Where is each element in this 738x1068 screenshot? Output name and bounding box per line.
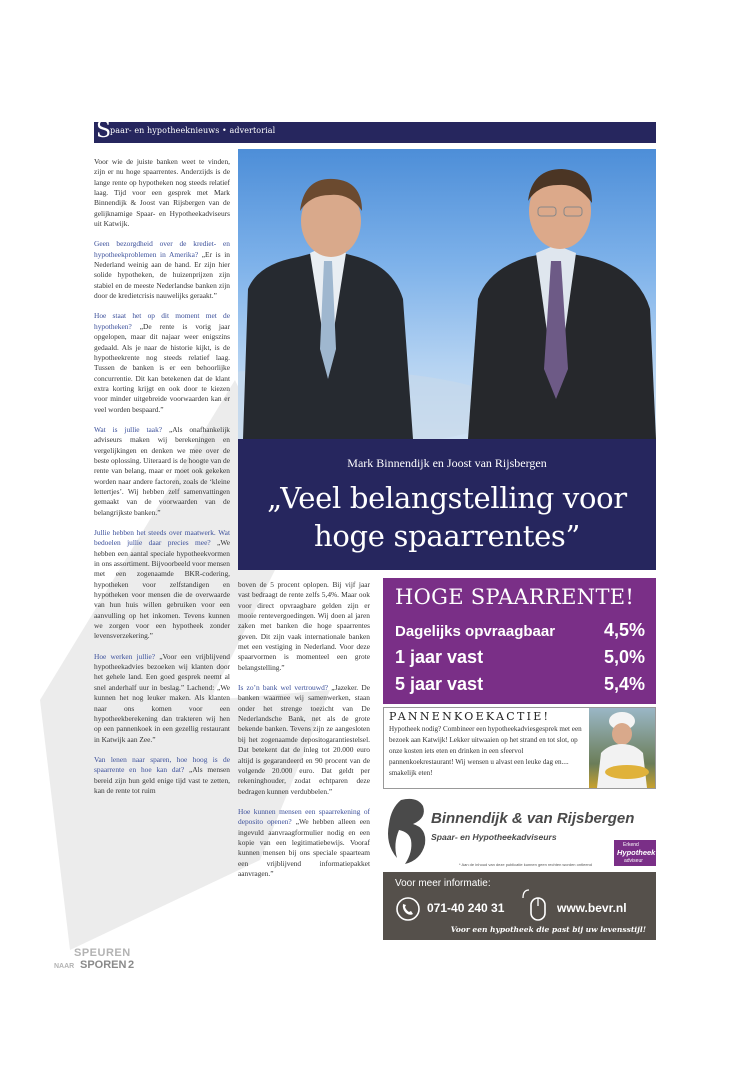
paragraph: Wat is jullie taak? „Als onafhankelijk adviseurs maken wij berekeningen en vergelijkingen en denken we mee over de beste oplossing. Uiteraard is de hoogte van de rente van belang, maar er moet ook gekeken worden naar andere factoren, zoals de ‘kleine lettertjes’. Wij hebben zelf samenvattingen gemaakt van de voorwaarden van de belangrijkste banken.” [94,424,230,517]
headline [238,479,656,555]
rate-label: Dagelijks opvraagbaar [395,623,556,640]
company-subtitle: Spaar- en Hypotheekadviseurs [431,832,557,842]
page-footer [54,947,174,977]
chef-illustration [589,708,655,788]
paragraph: Voor wie de juiste banken weet te vinden, zijn er nu hoge spaarrentes. Anderzijds is de lange rente op hypotheken nog steeds relatief laag. Tijd voor een gesprek met Mark Binnendijk & Joost van Rijsbergen van de gelijknamige Spaar- en Hypotheekadviseurs uit Katwijk. [94,157,230,229]
paragraph: Jullie hebben het steeds over maatwerk. Wat bedoelen jullie daar precies mee? „We hebben een aantal speciale hypotheekvormen in ons assortiment. Bijvoorbeeld voor mensen met een zogenaamde BKR-codering, hypotheken voor zelfstandigen en hypotheken voor mensen die de overwaarde van hun huis willen gebruiken voor een aanvulling op het inkomen. Tevens kunnen we zorgen voor een hypotheek zonder levensverzekering.” [94,528,230,641]
header-text: paar- en hypotheeknieuws • advertorial [110,126,276,135]
company-logo-block [383,792,656,867]
phone-number[interactable]: 071-40 240 31 [427,901,505,915]
slogan: Voor een hypotheek die past bij uw levensstijl! [450,925,646,934]
contact-info-box [383,872,656,940]
header-dropcap: S [96,118,112,143]
company-name: Binnendijk & van Rijsbergen [431,810,635,827]
website-link[interactable]: www.bevr.nl [557,901,627,915]
pancake-offer-box [383,707,656,789]
paragraph: Hoe kunnen mensen een spaarrekening of deposito openen? „We hebben alleen een ingevuld aanvraagformulier nodig en een kopie van een legitimatiebewijs. Vooraf kunnen mensen bij ons speciale spaarteam een vrijblijvend informatiepakket aanvragen.” [238,806,371,878]
erkend-hypotheekadviseur-badge: Erkend Hypotheek adviseur [614,840,656,866]
savings-rates-box [383,578,656,704]
footer-naar: NAAR [54,963,75,970]
section-header [94,118,656,143]
rate-row [395,647,645,671]
chef-photo [589,708,655,788]
rate-row [395,620,645,642]
paragraph: Is zo’n bank wel vertrouwd? „Jazeker. De banken waarmee wij samenwerken, staan onder het strenge toezicht van De Nederlandsche Bank, net als de grote bekende banken. Tevens zijn ze aangesloten bij het zogenaamde depositogarantiestelsel. Dat betekent dat de inleg tot 20.000 euro altijd is gegarandeerd en 90 procent van de volgende 20.000 euro. Dat geldt per rekeninghouder, zodat echtparen deze bedragen kunnen verdubbelen.” [238,683,370,796]
footer-speuren: SPEUREN [74,947,131,959]
headline-line-2: hoge spaarrentes” [313,519,581,553]
paragraph: Hoe werken jullie? „Voor een vrijblijvend hypotheekadvies bezoeken wij klanten door het gehele land. Een goed gesprek neemt al snel anderhalf uur in beslag.” Lachend: „We kunnen het nog leuker maken. Als klanten naar ons komen voor een hypotheekberekening dan trakteren wij hen op een pannenkoek in een gezellig restaurant in Katwijk aan Zee.” [94,651,230,744]
pancake-text: Hypotheek nodig? Combineer een hypotheekadviesgesprek met een bezoek aan Katwijk! Lekker uitwaaien op het strand en tot slot, op onze kosten iets eten en drinken in een sfeervol pannenkoekrestaurant! Wij wensen u alvast een leuke dag en.... smakelijk eten! [389,725,582,777]
paragraph: Geen bezorgdheid over de krediet- en hypotheekproblemen in Amerika? „Er is in Nederland weinig aan de hand. Er zijn hier solide hypotheken, de huizenprijzen zijn stabiel en de meeste Nederlandse banken zijn door de kredietcrisis nauwelijks geraakt.” [94,239,230,301]
paragraph: boven de 5 procent oplopen. Bij vijf jaar vast bedraagt de rente zelfs 5,4%. Maar ook voor direct opvraagbare gelden zijn er mooie rentevergoedingen. Wij doen al jaren zaken met banken die hoge spaarrentes geven. Dit zijn vaak internationale banken met een vestiging in Nederland. Voor deze spaarvormen is momenteel een grote belangstelling.” [238,580,370,672]
paragraph: Van lenen naar sparen, hoe hoog is de spaarrente en hoe kan dat? „Als mensen bereid zijn hun geld enige tijd vast te zetten, kan de rente tot ruim [94,754,230,795]
disclaimer: * Aan de inhoud van deze publicatie kunnen geen rechten worden ontleend [459,862,592,867]
portrait-photo [238,149,656,439]
article-column-1 [94,157,230,796]
rate-label: 5 jaar vast [395,674,484,694]
paragraph: Hoe staat het op dit moment met de hypotheken? „De rente is vorig jaar opgelopen, maar dit najaar weer enigszins gedaald. Als je naar de historie kijkt, is de hypotheekrente nog steeds relatief laag. Tussen de banken is er een behoorlijke concurrentie. Dit kan betekenen dat de klant extra korting krijgt en ook door te kiezen voor minder uitgebreide voorwaarden kan er veel worden bespaard.” [94,311,230,414]
headline-box [238,439,656,570]
pancake-title: PANNENKOEKACTIE! [389,710,551,723]
interviewee-names: Mark Binnendijk en Joost van Rijsbergen [347,456,547,470]
logo-mark-icon [383,794,427,866]
article-column-2 [238,580,370,879]
mouse-icon [519,888,553,922]
photo-illustration [238,149,656,439]
rate-value: 5,0% [603,647,645,667]
page-number: 2 [128,959,135,971]
rate-value: 4,5% [603,620,645,640]
footer-sporen: SPOREN [80,959,127,971]
rates-title: HOGE SPAARRENTE! [395,585,635,609]
rate-row [395,674,645,698]
info-title: Voor meer informatie: [395,878,491,889]
rate-label: 1 jaar vast [395,647,484,667]
headline-line-1: „Veel belangstelling voor [267,481,627,515]
phone-icon [395,896,421,922]
rate-value: 5,4% [603,674,645,694]
